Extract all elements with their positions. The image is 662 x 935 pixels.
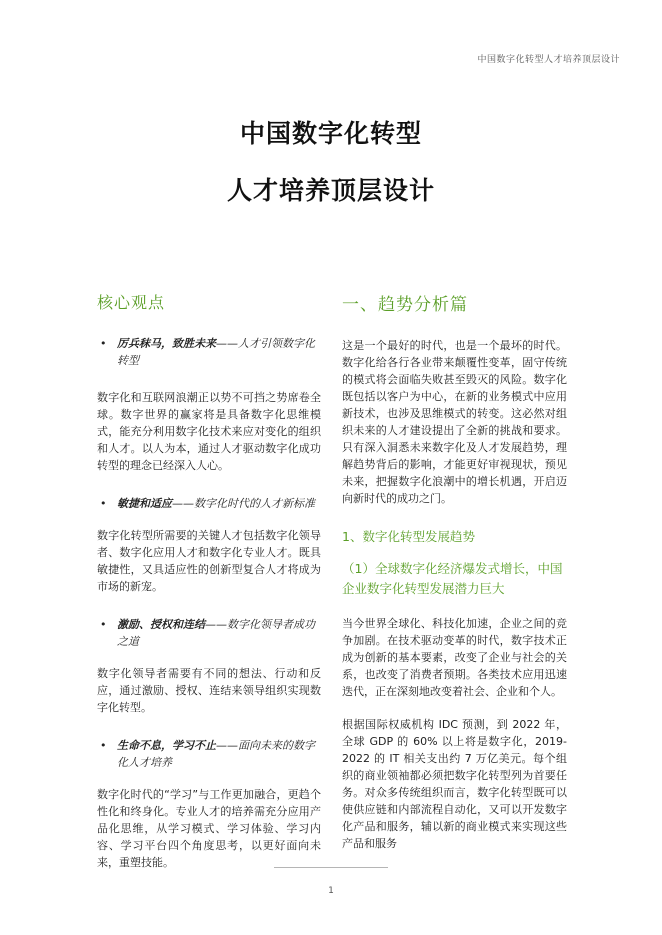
key-point-bullet <box>97 616 321 650</box>
key-point-subtitle: ——人才引领数字化转型 <box>117 337 315 367</box>
key-point-paragraph: 数字化和互联网浪潮正以势不可挡之势席卷全球。数字世界的赢家将是具备数字化思维模式，能充分利用数字化技术来应对变化的组织和人才。以人为本，通过人才驱动数字化成功转型的理念已经深入人心。 <box>97 391 321 472</box>
key-point-paragraph: 数字化转型所需要的关键人才包括数字化领导者、数字化应用人才和数字化专业人才。既具敏捷性，又具适应性的创新型复合人才将成为市场的新宠。 <box>97 529 321 593</box>
key-point-subtitle: ——数字化领导者成功之道 <box>117 618 315 648</box>
key-point-bullet <box>97 335 321 369</box>
key-point-subtitle: ——面向未来的数字化人才培养 <box>117 739 315 769</box>
key-point-bold: 敏捷和适应 <box>117 497 172 510</box>
section-1-heading: 1、数字化转型发展趋势 <box>342 529 475 544</box>
core-views-heading: 核心观点 <box>97 293 166 312</box>
right-column <box>342 290 567 852</box>
key-point-bold: 厉兵秣马，致胜未来 <box>117 337 216 350</box>
footer-divider <box>274 867 388 868</box>
page-number: 1 <box>328 886 334 896</box>
running-header: 中国数字化转型人才培养顶层设计 <box>477 55 620 65</box>
key-point-paragraph: 数字化时代的“学习”与工作更加融合，更趋个性化和终身化。专业人才的培养需充分应用产品化思维，从学习模式、学习体验、学习内容、学习平台四个角度思考，以更好面向未来，重塑技能。 <box>97 788 321 869</box>
key-point-paragraph: 数字化领导者需要有不同的想法、行动和反应，通过激励、授权、连结来领导组织实现数字化转型。 <box>97 667 321 714</box>
subsection-1-heading: （1）全球数字化经济爆发式增长，中国企业数字化转型发展潜力巨大 <box>342 561 563 596</box>
key-point-bullet <box>97 737 321 771</box>
key-point-bold: 生命不息，学习不止 <box>117 739 216 752</box>
document-title-line-2: 人才培养顶层设计 <box>226 176 435 205</box>
document-title-line-1: 中国数字化转型 <box>239 119 422 148</box>
key-point-bold: 激励、授权和连结 <box>117 618 205 631</box>
key-point-subtitle: ——数字化时代的人才新标准 <box>172 497 315 510</box>
trend-analysis-heading: 一、趋势分析篇 <box>342 295 468 315</box>
intro-paragraph: 这是一个最好的时代，也是一个最坏的时代。数字化给各行各业带来颠覆性变革，固守传统的模式将会面临失败甚至毁灭的风险。数字化既包括以客户为中心，在新的业务模式中应用新技术，也涉及思维模式的转变。这必然对组织未来的人才建设提出了全新的挑战和要求。只有深入洞悉未来数字化及人才发展趋势，理解趋势背后的影响，才能更好审视现状，预见未来，把握数字化浪潮中的增长机遇，开启迈向新时代的成功之门。 <box>342 339 567 505</box>
left-column <box>97 290 321 871</box>
body-paragraph: 当今世界全球化、科技化加速，企业之间的竞争加剧。在技术驱动变革的时代，数字技术正成为创新的基本要素，改变了企业与社会的关系，也改变了消费者预期。各类技术应用迅速迭代，正在深刻地改变着社会、企业和个人。 <box>342 617 567 698</box>
body-paragraph: 根据国际权威机构 IDC 预测，到 2022 年，全球 GDP 的 60% 以上将是数字化，2019-2022 的 IT 相关支出约 7 万亿美元。每个组织的商业领袖都必须把数字化转型列为首要任务。对众多传统组织而言，数字化转型既可以使供应链和内部流程自动化，又可以开发数字化产品和服务，辅以新的商业模式来实现这些产品和服务 <box>342 718 567 850</box>
key-point-bullet <box>97 495 321 512</box>
